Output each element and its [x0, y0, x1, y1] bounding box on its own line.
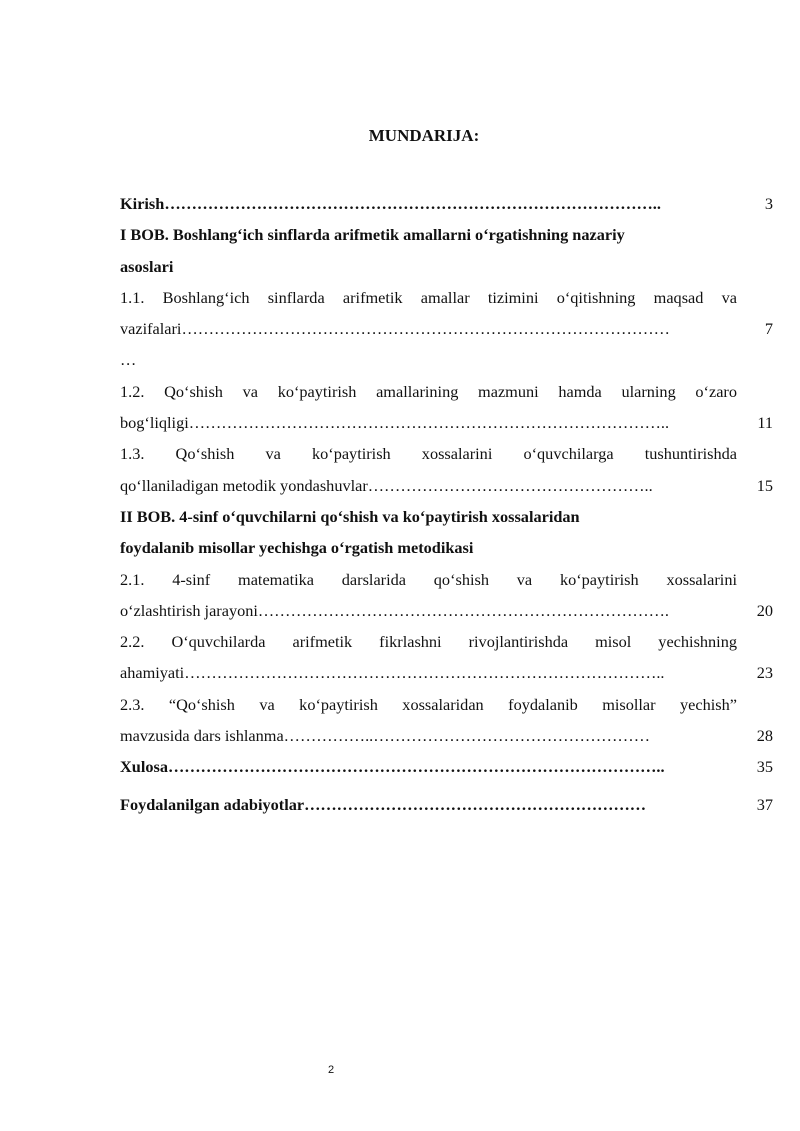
toc-entry-text: 2.1. 4-sinf matematika darslarida qo‘shish va ko‘paytirish xossalarini — [120, 569, 737, 589]
toc-row — [120, 657, 775, 688]
toc-entry-text: 1.2. Qo‘shish va ko‘paytirish amallarining mazmuni hamda ularning o‘zaro — [120, 381, 737, 401]
toc-page-number: 15 — [756, 475, 773, 495]
table-of-contents — [120, 188, 775, 821]
toc-row — [120, 626, 775, 657]
toc-row — [120, 376, 775, 407]
toc-row — [120, 501, 775, 532]
page-number: 2 — [327, 1064, 335, 1076]
toc-row — [120, 251, 775, 282]
toc-page-number: 3 — [764, 194, 773, 213]
toc-row — [120, 564, 775, 595]
toc-page-number: 23 — [756, 663, 773, 683]
toc-entry-text: qo‘llaniladigan metodik yondashuvlar…………………………………………….. — [120, 475, 653, 495]
toc-entry-text: … — [120, 350, 137, 370]
toc-entry-text: bog‘liqligi…………………………………………………………………………….. — [120, 413, 670, 433]
toc-entry-text: ahamiyati…………………………………………………………………………….. — [120, 663, 665, 683]
toc-entry-text: vazifalari……………………………………………………………………………… — [120, 319, 670, 339]
toc-entry-text: Kirish……………………………………………………………………………….. — [120, 194, 661, 213]
toc-row — [120, 219, 775, 250]
toc-row — [120, 532, 775, 563]
toc-row — [120, 344, 775, 375]
toc-row — [120, 407, 775, 438]
toc-row — [120, 689, 775, 720]
toc-row — [120, 282, 775, 313]
toc-entry-text: 1.1. Boshlang‘ich sinflarda arifmetik amallar tizimini o‘qitishning maqsad va — [120, 287, 737, 307]
page-title: MUNDARIJA: — [368, 126, 480, 145]
toc-row — [120, 751, 775, 783]
toc-page-number: 35 — [756, 757, 773, 777]
toc-page-number: 28 — [756, 726, 773, 746]
toc-entry-text: II BOB. 4-sinf o‘quvchilarni qo‘shish va ko‘paytirish xossalaridan — [120, 506, 580, 526]
toc-row — [120, 438, 775, 469]
toc-row — [120, 470, 775, 501]
toc-entry-text: 2.2. O‘quvchilarda arifmetik fikrlashni rivojlantirishda misol yechishning — [120, 632, 737, 652]
toc-entry-text: 1.3. Qo‘shish va ko‘paytirish xossalarini o‘quvchilarga tushuntirishda — [120, 444, 737, 464]
toc-entry-text: o‘zlashtirish jarayoni…………………………………………………………………. — [120, 600, 669, 620]
toc-page-number: 11 — [757, 413, 773, 433]
toc-page-number: 7 — [764, 319, 773, 339]
toc-row — [120, 595, 775, 626]
toc-row — [120, 720, 775, 751]
toc-entry-text: foydalanib misollar yechishga o‘rgatish metodikasi — [120, 538, 474, 558]
toc-entry-text: asoslari — [120, 256, 174, 276]
toc-row — [120, 789, 775, 820]
toc-entry-text: Foydalanilgan adabiyotlar……………………………………………………… — [120, 795, 647, 815]
toc-entry-text: I BOB. Boshlang‘ich sinflarda arifmetik amallarni o‘rgatishning nazariy — [120, 225, 625, 245]
toc-row — [120, 313, 775, 344]
toc-row — [120, 188, 775, 219]
toc-entry-text: 2.3. “Qo‘shish va ko‘paytirish xossalaridan foydalanib misollar yechish” — [120, 694, 737, 714]
toc-page-number: 37 — [756, 795, 773, 815]
toc-entry-text: Xulosa……………………………………………………………………………….. — [120, 757, 665, 777]
toc-entry-text: mavzusida dars ishlanma……………..…………………………………………… — [120, 726, 650, 746]
toc-page-number: 20 — [756, 600, 773, 620]
